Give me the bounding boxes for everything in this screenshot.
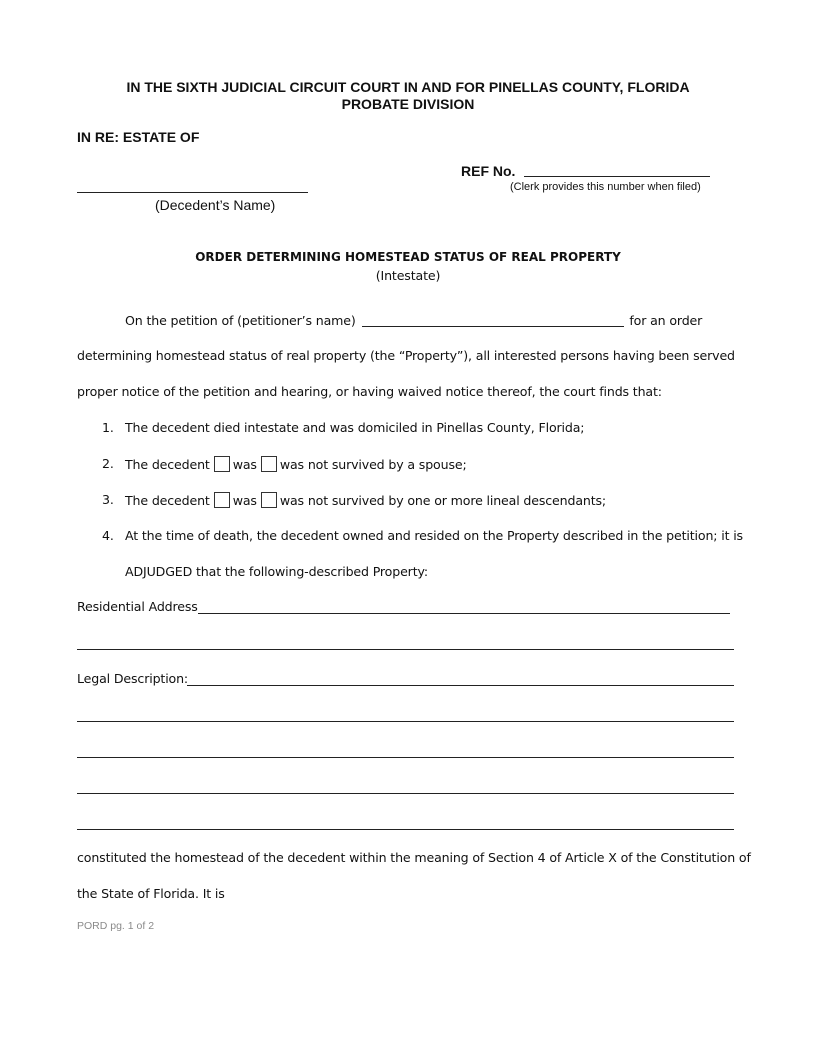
finding-4-number: 4. xyxy=(102,528,114,543)
finding-1-text: The decedent died intestate and was domiciled in Pinellas County, Florida; xyxy=(125,420,585,435)
finding-2-number: 2. xyxy=(102,456,114,471)
ref-number-field[interactable] xyxy=(524,176,710,177)
conclusion-line-1: constituted the homestead of the decedent within the meaning of Section 4 of Article X of the Constitution of xyxy=(77,850,751,865)
ref-label: REF No. xyxy=(461,163,516,179)
legal-description-line-4[interactable] xyxy=(77,793,734,794)
page-footer: PORD pg. 1 of 2 xyxy=(77,920,155,932)
division-heading: PROBATE DIVISION xyxy=(341,96,475,112)
legal-description-field[interactable] xyxy=(187,685,734,686)
finding-3-number: 3. xyxy=(102,492,114,507)
finding-2-text-a: The decedent xyxy=(125,457,210,472)
spouse-was-checkbox[interactable] xyxy=(214,456,230,472)
legal-description-label: Legal Description: xyxy=(77,671,189,686)
intro-line-1-end: for an order xyxy=(629,313,703,328)
finding-2-text-c: was not survived by a spouse; xyxy=(279,457,467,472)
decedent-name-field[interactable] xyxy=(77,192,308,193)
intro-line-1-text: On the petition of (petitioner’s name) xyxy=(125,313,356,328)
finding-4-text: At the time of death, the decedent owned and resided on the Property described in the petition; it is xyxy=(125,528,743,543)
conclusion-line-2: the State of Florida. It is xyxy=(77,886,225,901)
finding-3-text-c: was not survived by one or more lineal descendants; xyxy=(279,493,607,508)
residential-address-field-line-2[interactable] xyxy=(77,649,734,650)
spouse-was-not-checkbox[interactable] xyxy=(261,456,277,472)
court-heading: IN THE SIXTH JUDICIAL CIRCUIT COURT IN AND FOR PINELLAS COUNTY, FLORIDA xyxy=(126,79,690,95)
finding-4-continuation: ADJUDGED that the following-described Property: xyxy=(125,564,428,579)
intro-line-3: proper notice of the petition and hearing, or having waived notice thereof, the court finds that: xyxy=(77,384,662,399)
finding-3-text-a: The decedent xyxy=(125,493,210,508)
order-title: ORDER DETERMINING HOMESTEAD STATUS OF REAL PROPERTY xyxy=(195,250,621,264)
descendants-was-not-checkbox[interactable] xyxy=(261,492,277,508)
ref-note: (Clerk provides this number when filed) xyxy=(510,181,701,193)
residential-address-label: Residential Address xyxy=(77,599,198,614)
residential-address-field[interactable] xyxy=(198,613,730,614)
intro-line-2: determining homestead status of real property (the “Property”), all interested persons having been served xyxy=(77,348,735,363)
legal-description-line-5[interactable] xyxy=(77,829,734,830)
finding-1-number: 1. xyxy=(102,420,114,435)
intro-line-1 xyxy=(125,313,702,328)
order-subtitle: (Intestate) xyxy=(375,268,441,283)
finding-2-text-b: was xyxy=(232,457,257,472)
finding-3 xyxy=(125,492,606,508)
descendants-was-checkbox[interactable] xyxy=(214,492,230,508)
legal-description-line-3[interactable] xyxy=(77,757,734,758)
legal-description-line-2[interactable] xyxy=(77,721,734,722)
finding-2 xyxy=(125,456,467,472)
decedent-name-label: (Decedent’s Name) xyxy=(155,197,276,213)
in-re-label: IN RE: ESTATE OF xyxy=(77,129,200,145)
petitioner-name-field[interactable] xyxy=(362,326,624,327)
finding-3-text-b: was xyxy=(232,493,257,508)
